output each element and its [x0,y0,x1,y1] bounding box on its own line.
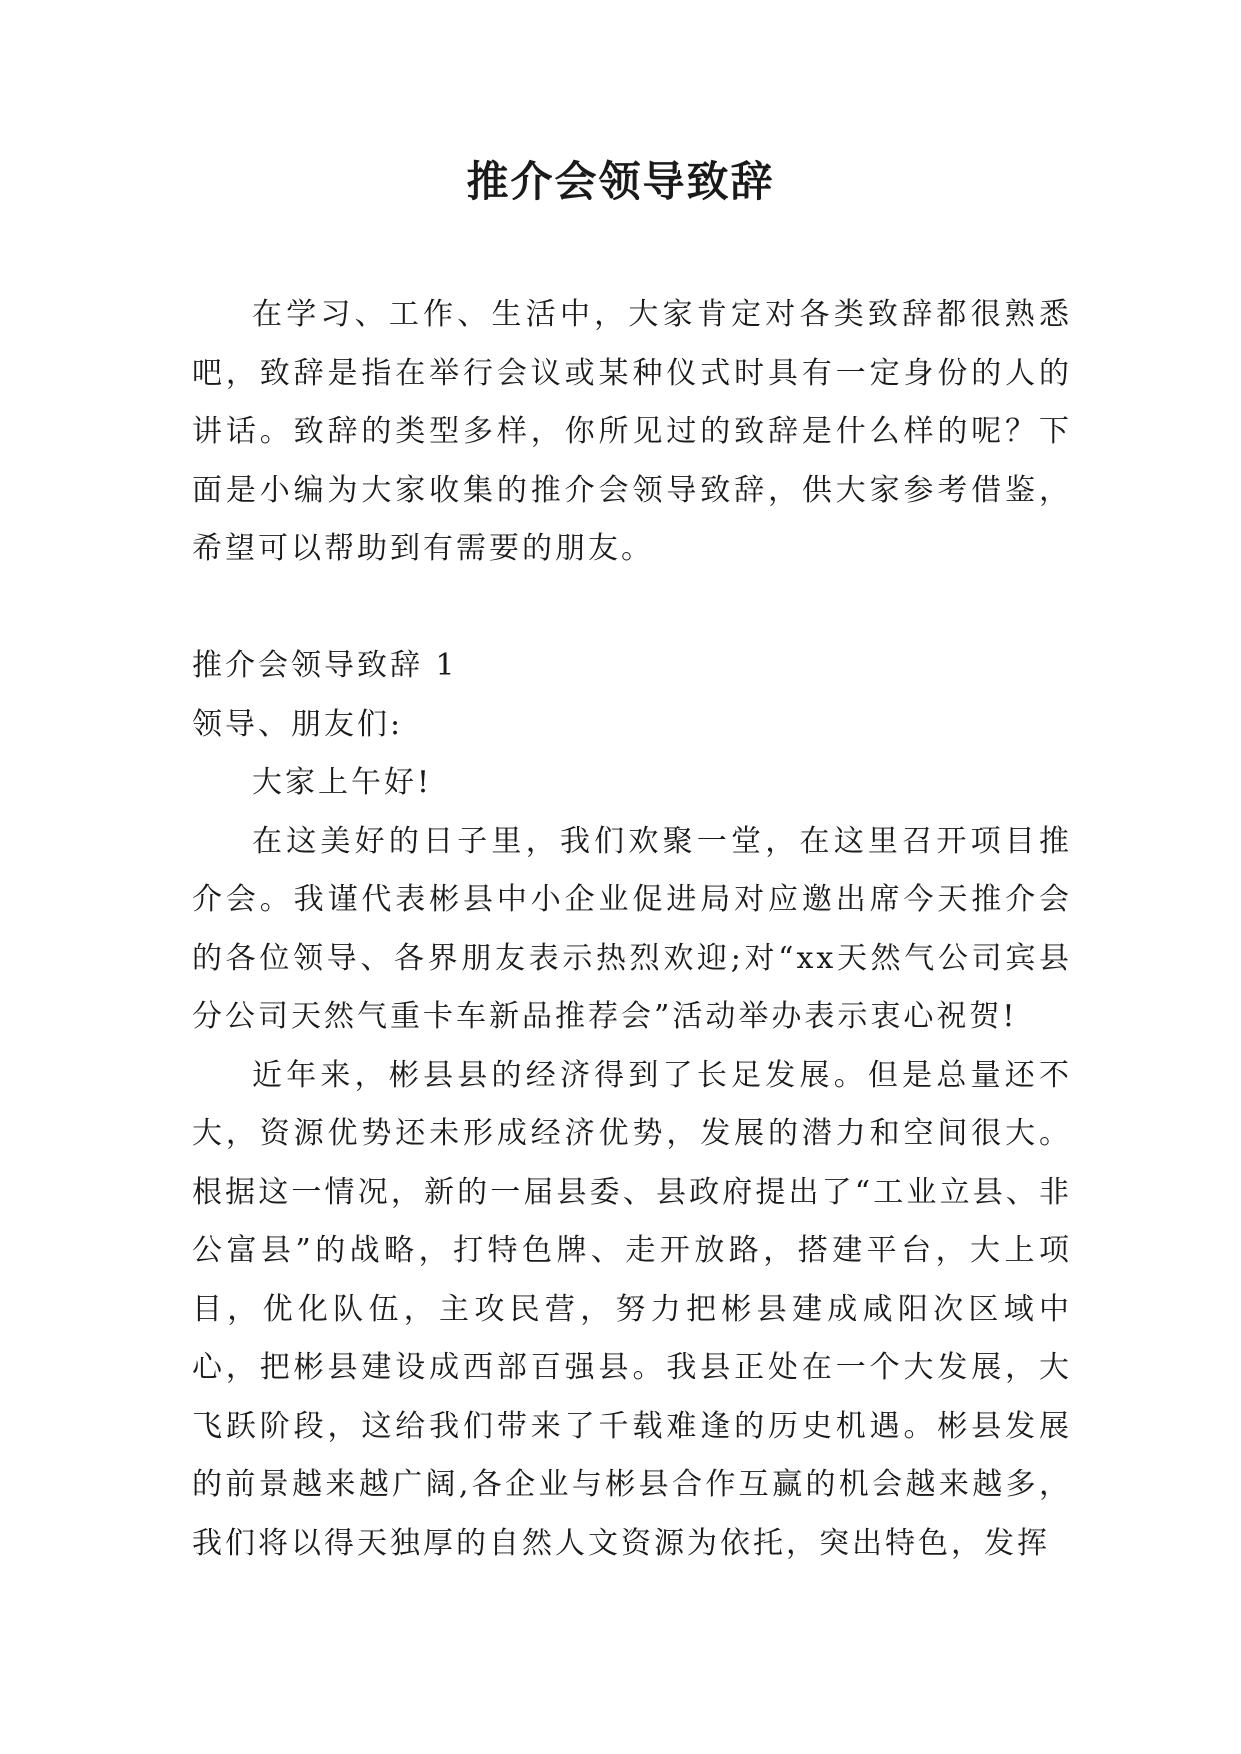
greeting: 大家上午好! [252,765,433,800]
body-paragraph: 近年来，彬县县的经济得到了长足发展。但是总量还不大，资源优势还未形成经济优势，发展的潜力和空间很大。根据这一情况，新的一届县委、县政府提出了“工业立县、非公富县”的战略，打特色牌、走开放路，搭建平台，大上项目，优化队伍，主攻民营，努力把彬县建成咸阳次区域中心，把彬县建设成西部百强县。我县正处在一个大发展，大飞跃阶段，这给我们带来了千载难逢的历史机遇。彬县发展的前景越来越广阔,各企业与彬县合作互赢的机会越来越多，我们将以得天独厚的自然人文资源为依托，突出特色，发挥 [192,1057,1072,1561]
document-title: 推介会领导致辞 [466,157,775,206]
salutation: 领导、朋友们: [192,706,404,742]
body-paragraph: 在这美好的日子里，我们欢聚一堂，在这里召开项目推介会。我谨代表彬县中小企业促进局对应邀出席今天推介会的各位领导、各界朋友表示热烈欢迎;对“xx天然气公司宾县分公司天然气重卡车新品推荐会”活动举办表示衷心祝贺! [192,823,1072,1034]
section-heading: 推介会领导致辞 1 [192,648,458,683]
intro-paragraph: 在学习、工作、生活中，大家肯定对各类致辞都很熟悉吧，致辞是指在举行会议或某种仪式时具有一定身份的人的讲话。致辞的类型多样，你所见过的致辞是什么样的呢？下面是小编为大家收集的推介会领导致辞，供大家参考借鉴，希望可以帮助到有需要的朋友。 [192,297,1072,566]
document-body [192,286,1072,1573]
